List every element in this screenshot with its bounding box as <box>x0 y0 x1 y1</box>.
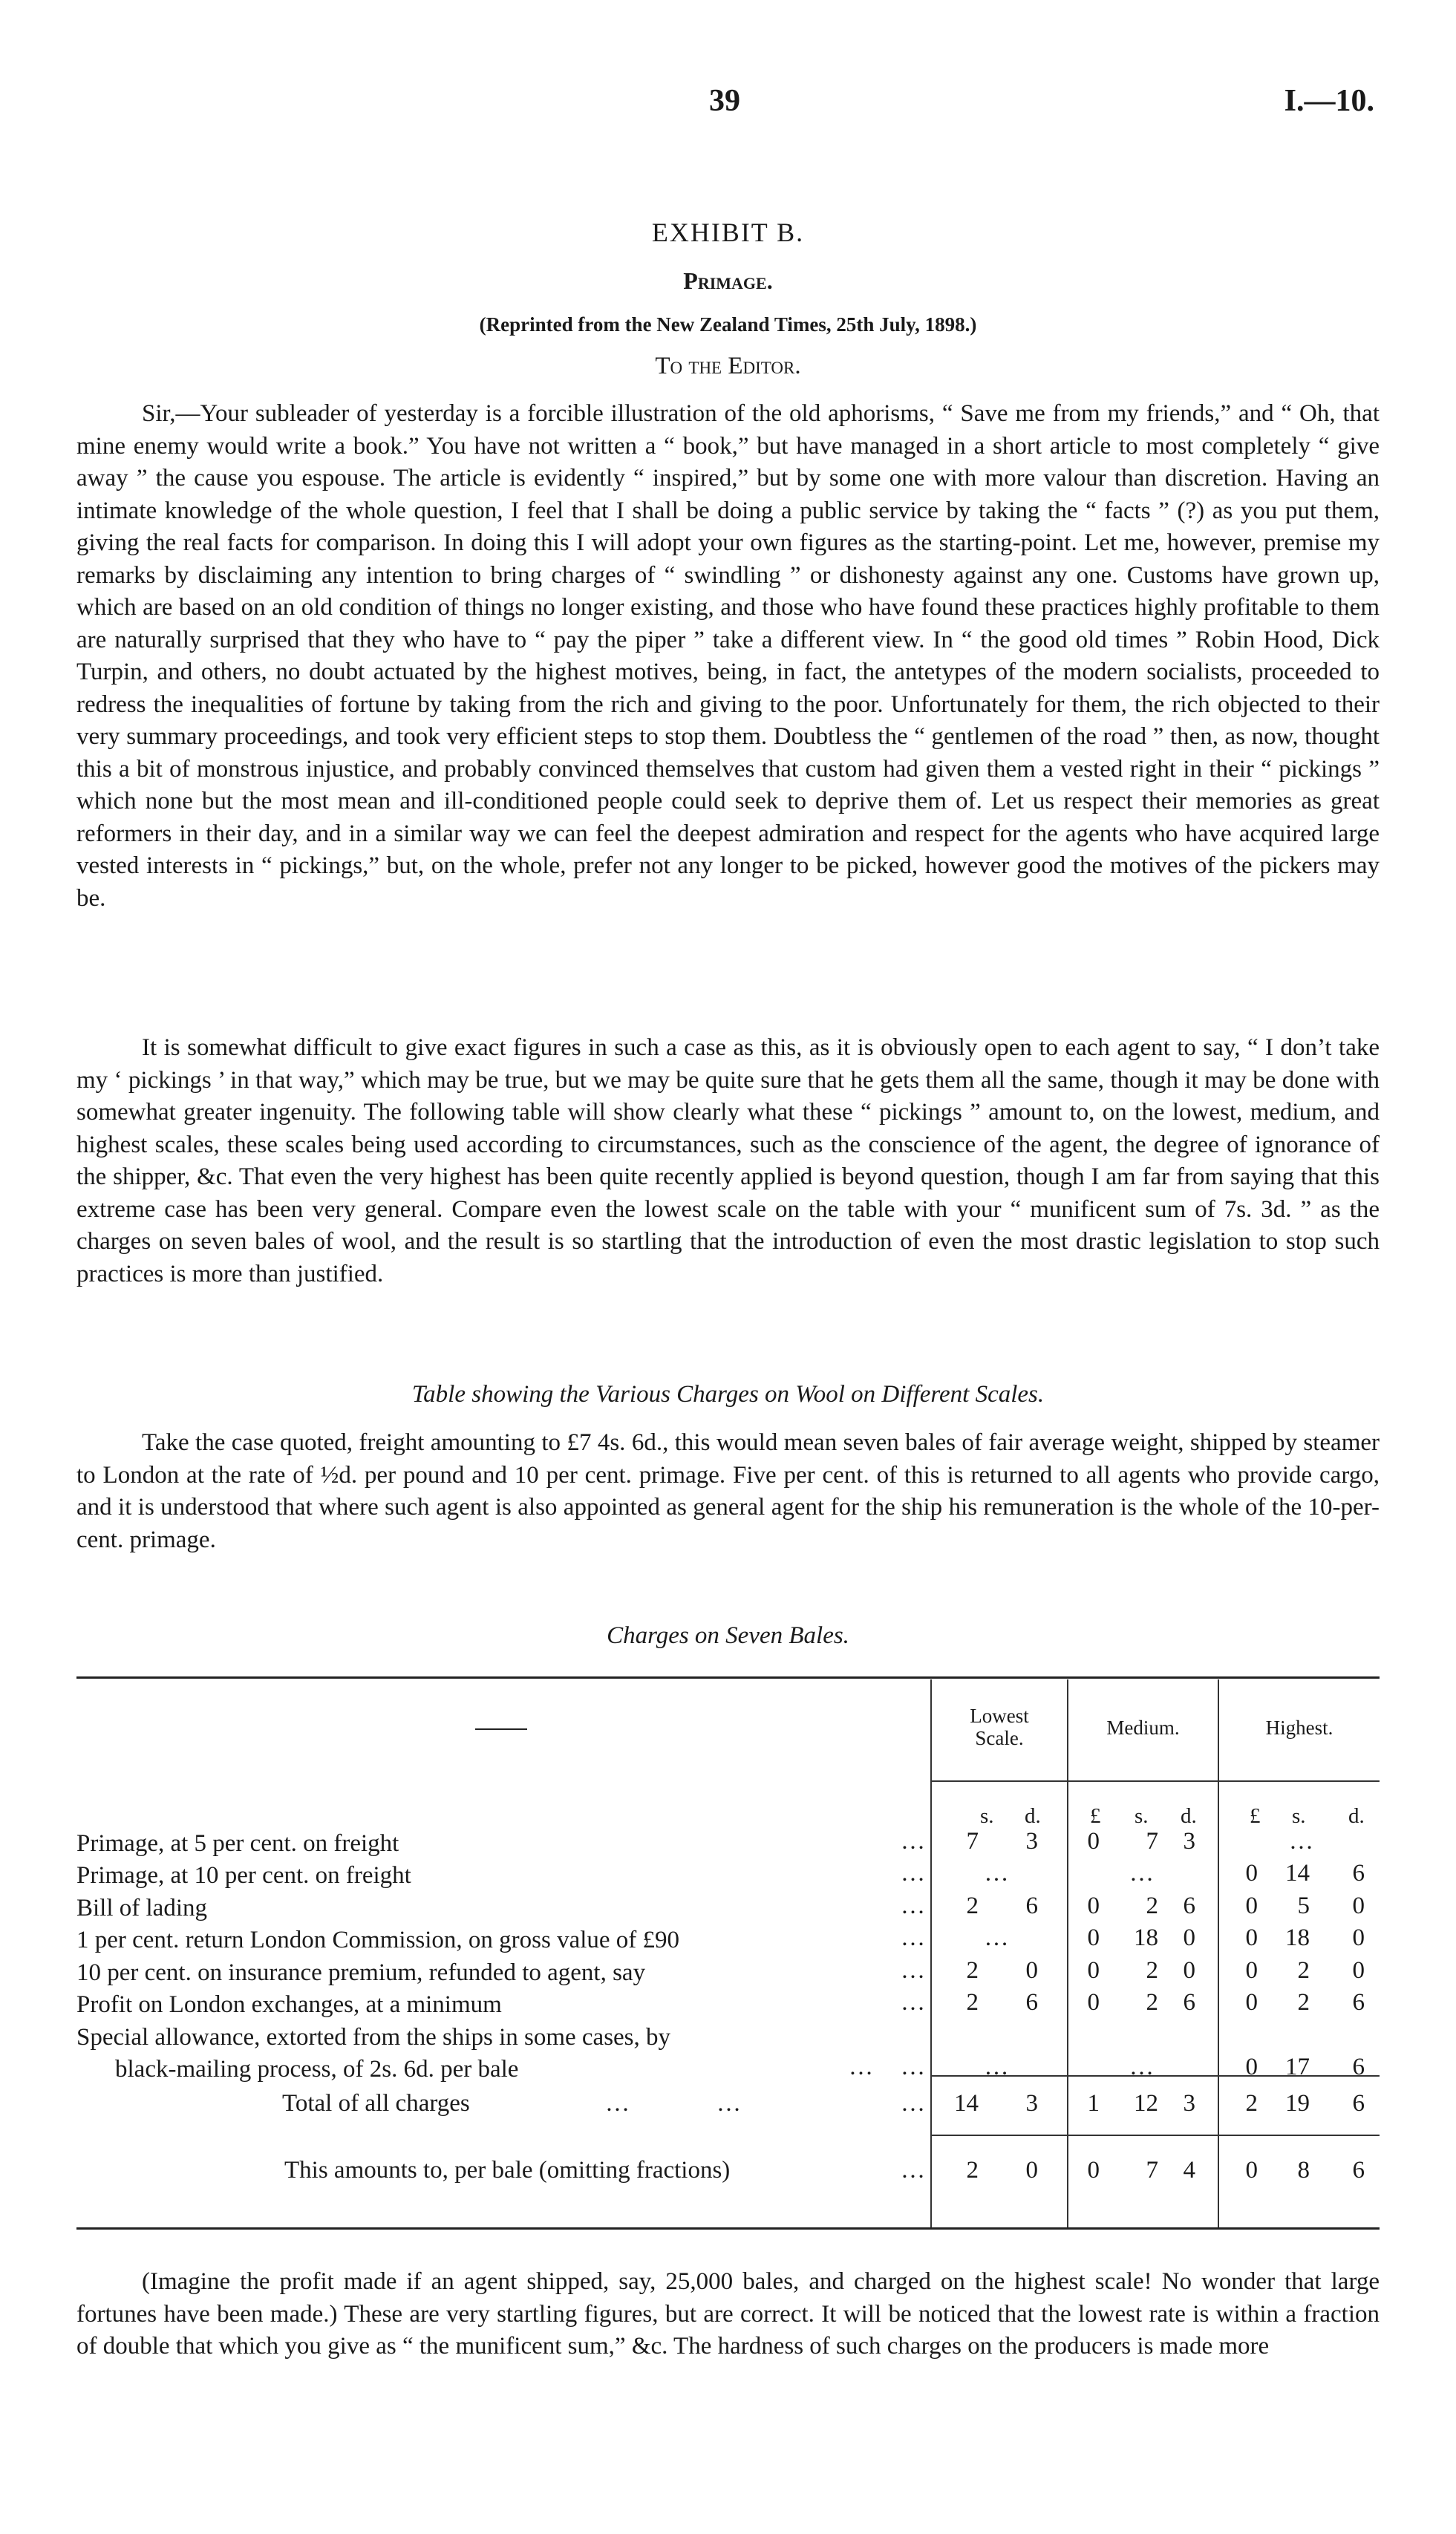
column-header-highest: Highest. <box>1265 1717 1333 1739</box>
table-row-label: Bill of lading <box>76 1895 207 1921</box>
table-cell: 6 <box>1183 1989 1195 2016</box>
table-cell: 6 <box>1352 2054 1365 2080</box>
table-cell: 18 <box>1134 1924 1158 1951</box>
total-rule <box>930 2135 1380 2136</box>
salutation: To the Editor. <box>655 353 801 379</box>
empty-cell-dots: … <box>984 2054 1009 2080</box>
unit-shillings: s. <box>980 1804 994 1828</box>
unit-pounds: £ <box>1090 1804 1101 1828</box>
column-header-medium: Medium. <box>1106 1717 1180 1739</box>
leader-dots: … <box>901 2157 927 2184</box>
table-cell: 0 <box>1087 1893 1100 1919</box>
column-divider <box>1067 1679 1068 2227</box>
table-cell: 6 <box>1352 1860 1365 1887</box>
table-cell: 2 <box>1297 1989 1310 2016</box>
table-cell: 2 <box>966 1957 979 1984</box>
table-row-label: 1 per cent. return London Commission, on gross value of £90 <box>76 1927 680 1953</box>
leader-dots: … <box>901 1828 927 1855</box>
unit-shillings: s. <box>1135 1804 1149 1828</box>
empty-cell-dots: … <box>1129 2054 1154 2080</box>
table-row-label: Primage, at 5 per cent. on freight <box>76 1830 399 1857</box>
table-cell: 5 <box>1297 1893 1310 1919</box>
table-cell: 0 <box>1245 2157 1258 2184</box>
table-cell: 0 <box>1087 1989 1100 2016</box>
unit-pence: d. <box>1181 1804 1197 1828</box>
table-cell: 18 <box>1285 1924 1310 1951</box>
reprint-note: (Reprinted from the New Zealand Times, 25th July, 1898.) <box>479 313 977 336</box>
exhibit-title: EXHIBIT B. <box>651 218 805 247</box>
table-cell: 4 <box>1183 2157 1195 2184</box>
table-cell: 0 <box>1245 1860 1258 1887</box>
document-reference: I.—10. <box>1284 84 1374 118</box>
table-cell: 0 <box>1025 1957 1038 1984</box>
table-cell: 0 <box>1245 2054 1258 2080</box>
table-cell: 2 <box>1146 1957 1158 1984</box>
table-cell: 17 <box>1285 2054 1310 2080</box>
table-cell: 0 <box>1025 2157 1038 2184</box>
column-header-lowest-line2: Scale. <box>975 1727 1024 1749</box>
table-cell: 7 <box>1146 2157 1158 2184</box>
table-cell: 8 <box>1297 2157 1310 2184</box>
table-cell: 6 <box>1183 1893 1195 1919</box>
column-divider <box>930 1679 932 2227</box>
table-cell: 0 <box>1087 1957 1100 1984</box>
leader-dots: … <box>901 1989 927 2016</box>
table-top-rule <box>76 1676 1380 1679</box>
table-cell: 0 <box>1245 1957 1258 1984</box>
table-cell: 0 <box>1245 1989 1258 2016</box>
empty-cell-dots: … <box>984 1924 1009 1951</box>
table-row-label: 10 per cent. on insurance premium, refunded to agent, say <box>76 1959 646 1986</box>
unit-pounds: £ <box>1250 1804 1261 1828</box>
column-header-lowest <box>932 1705 1067 1749</box>
leader-dots: … <box>901 2054 927 2080</box>
table-cell: 1 <box>1087 2090 1100 2117</box>
table-cell: 0 <box>1352 1924 1365 1951</box>
table-caption: Table showing the Various Charges on Wool on Different Scales. <box>411 1381 1045 1408</box>
header-rule <box>930 1780 1380 1782</box>
table-cell: 0 <box>1245 1893 1258 1919</box>
column-header-lowest-line1: Lowest <box>970 1705 1029 1727</box>
table-cell: 2 <box>966 2157 979 2184</box>
table-cell: 14 <box>1285 1860 1310 1887</box>
table-cell: 6 <box>1025 1989 1038 2016</box>
table-cell: 6 <box>1352 1989 1365 2016</box>
leader-dots: … <box>901 1924 927 1951</box>
table-cell: 0 <box>1352 1957 1365 1984</box>
letter-paragraph-2: It is somewhat difficult to give exact figures in such a case as this, as it is obviously open to each agent to say, “ I don’t take my ‘ pickings ’ in that way,” which may be true, but we may be quite sure that he gets them all the same, though it may be done with somewhat greater ingenuity. The following table will show clearly what these “ pickings ” amount to, on the lowest, medium, and highest scales, these scales being used according to circumstances, such as the conscience of the agent, the degree of ignorance of the shipper, &c. That even the very highest has been quite recently applied is beyond question, though I am far from saying that this extreme case has been very general. Compare even the lowest scale on the table with your “ munificent sum of 7s. 3d. ” as the charges on seven bales of wool, and the result is so startling that the introduction of even the most drastic legislation to stop such practices is more than justified. <box>76 1034 1380 1287</box>
table-cell: 6 <box>1352 2090 1365 2117</box>
table-cell: 6 <box>1025 1893 1038 1919</box>
table-row-label: Special allowance, extorted from the ships in some cases, by <box>76 2024 671 2051</box>
table-cell: 2 <box>1146 1893 1158 1919</box>
page-number: 39 <box>709 84 740 118</box>
table-cell: 0 <box>1352 1893 1365 1919</box>
unit-pence: d. <box>1025 1804 1041 1828</box>
table-row-label: Primage, at 10 per cent. on freight <box>76 1862 411 1889</box>
table-row-label-continued: black-mailing process, of 2s. 6d. per bale <box>115 2056 519 2083</box>
table-cell: 2 <box>966 1989 979 2016</box>
total-charges-label: Total of all charges <box>282 2090 470 2117</box>
table-cell: 0 <box>1087 1828 1100 1855</box>
empty-cell-dots: … <box>984 1860 1009 1887</box>
leader-dots: … <box>605 2090 632 2117</box>
leader-dots: … <box>849 2054 875 2080</box>
table-bottom-rule <box>76 2227 1380 2230</box>
table-cell: 19 <box>1285 2090 1310 2117</box>
section-title: Primage. <box>683 267 773 294</box>
table-cell: 2 <box>1297 1957 1310 1984</box>
table-cell: 2 <box>966 1893 979 1919</box>
letter-paragraph-3: Take the case quoted, freight amounting to £7 4s. 6d., this would mean seven bales of fair average weight, shipped by steamer to London at the rate of ½d. per pound and 10 per cent. primage. Five per cent. of this is returned to all agents who provide cargo, and it is understood that where such agent is also appointed as general agent for the ship his remuneration is the whole of the 10-per-cent. primage. <box>76 1429 1380 1553</box>
table-cell: 7 <box>1146 1828 1158 1855</box>
unit-pence: d. <box>1348 1804 1365 1828</box>
table-cell: 12 <box>1134 2090 1158 2117</box>
table-cell: 2 <box>1245 2090 1258 2117</box>
charges-caption: Charges on Seven Bales. <box>607 1622 849 1649</box>
leader-dots: … <box>716 2090 743 2117</box>
table-cell: 0 <box>1087 2157 1100 2184</box>
leader-dots: … <box>901 1893 927 1919</box>
column-divider <box>1218 1679 1219 2227</box>
leader-dots: … <box>901 1957 927 1984</box>
leader-dots: … <box>901 1860 927 1887</box>
table-cell: 0 <box>1245 1924 1258 1951</box>
per-bale-amount-label: This amounts to, per bale (omitting fractions) <box>284 2157 731 2184</box>
table-cell: 0 <box>1183 1957 1195 1984</box>
table-cell: 3 <box>1025 2090 1038 2117</box>
table-cell: 0 <box>1183 1924 1195 1951</box>
letter-paragraph-1: Sir,—Your subleader of yesterday is a forcible illustration of the old aphorisms, “ Save me from my friends,” and “ Oh, that mine enemy would write a book.” You have not written a “ book,” but have managed in a short article to most completely “ give away ” the cause you espouse. The article is evidently “ inspired,” but by some one with more valour than discretion. Having an intimate knowledge of the whole question, I feel that I shall be doing a public service by taking the “ facts ” (?) as you put them, giving the real facts for comparison. In doing this I will adopt your own figures as the starting-point. Let me, however, premise my remarks by disclaiming any intention to bring charges of “ swindling ” or dishonesty against any one. Customs have grown up, which are based on an old condition of things no longer existing, and those who have found these practices highly profitable to them are naturally surprised that they who have to “ pay the piper ” take a different view. In “ the good old times ” Robin Hood, Dick Turpin, and others, no doubt actuated by the highest motives, being, in fact, the antetypes of the modern socialists, proceeded to redress the inequalities of fortune by taking from the rich and giving to the poor. Unfortunately for them, the rich objected to their very summary proceedings, and took very efficient steps to stop them. Doubtless the “ gentlemen of the road ” then, as now, thought this a bit of monstrous injustice, and probably convinced themselves that custom had given them a vested right in their “ pickings ” which none but the most mean and ill-conditioned people could seek to deprive them of. Let us respect their memories as great reformers in their day, and in a similar way we can feel the deepest admiration and respect for the agents who have acquired large vested interests in “ pickings,” but, on the whole, prefer not any longer to be picked, however good the motives of the pickers may be. <box>76 400 1380 912</box>
table-cell: 6 <box>1352 2157 1365 2184</box>
table-cell: 3 <box>1025 1828 1038 1855</box>
empty-cell-dots: … <box>1289 1828 1313 1855</box>
table-cell: 3 <box>1183 2090 1195 2117</box>
table-cell: 2 <box>1146 1989 1158 2016</box>
table-cell: 14 <box>954 2090 979 2117</box>
table-row-label: Profit on London exchanges, at a minimum <box>76 1991 502 2018</box>
table-cell: 0 <box>1087 1924 1100 1951</box>
table-cell: 7 <box>966 1828 979 1855</box>
letter-paragraph-4: (Imagine the profit made if an agent shipped, say, 25,000 bales, and charged on the highest scale! No wonder that large fortunes have been made.) These are very startling figures, but are correct. It will be noticed that the lowest rate is within a fraction of double that which you give as “ the munificent sum,” &c. The hardness of such charges on the producers is made more <box>76 2268 1380 2360</box>
unit-shillings: s. <box>1292 1804 1306 1828</box>
table-cell: 3 <box>1183 1828 1195 1855</box>
empty-cell-dots: … <box>1129 1860 1154 1887</box>
label-column-header <box>475 1728 527 1730</box>
leader-dots: … <box>901 2090 927 2117</box>
